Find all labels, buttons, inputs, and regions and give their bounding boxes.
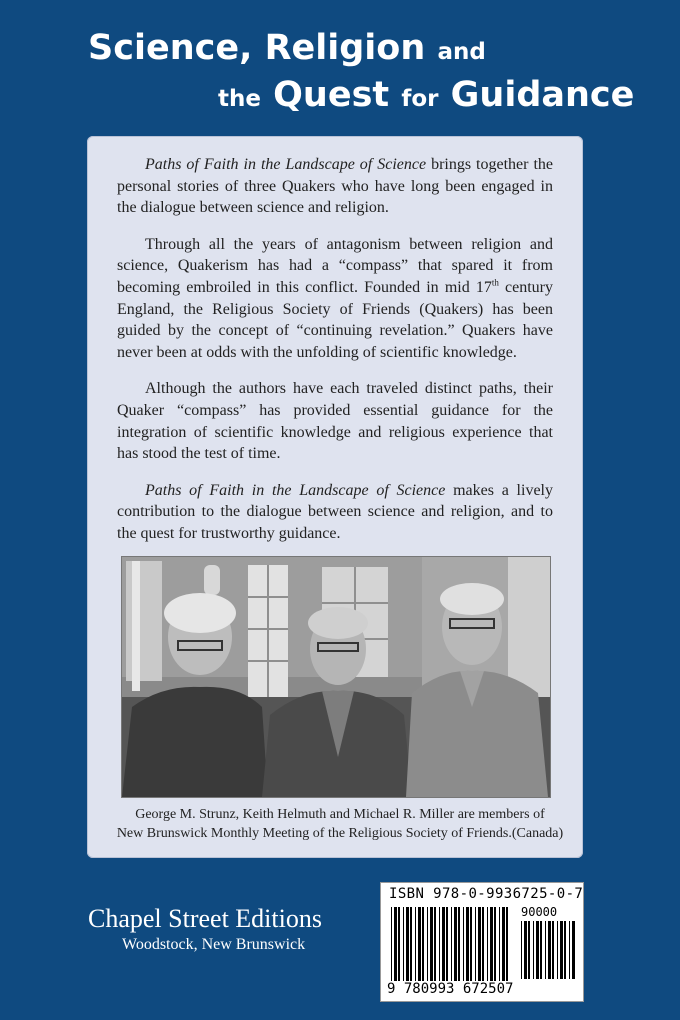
barcode-bar xyxy=(478,907,481,981)
barcode-bar xyxy=(506,907,508,981)
barcode-bar xyxy=(439,907,440,981)
barcode-bar xyxy=(394,907,397,981)
barcode-bar xyxy=(560,921,563,979)
description-text: century England, the Religious Society of Friends (Quakers) has been guided by the concept of “continuing revelation.” Quakers have never been at odds with the unfolding of scientific knowledge. xyxy=(117,278,553,361)
barcode-bar xyxy=(454,907,457,981)
barcode-bar xyxy=(398,907,400,981)
book-description xyxy=(117,154,553,560)
barcode-bar xyxy=(470,907,472,981)
barcode-bar xyxy=(490,907,493,981)
barcode-bar xyxy=(528,921,530,979)
book-title-italic: Paths of Faith in the Landscape of Science xyxy=(145,156,427,173)
barcode-bar xyxy=(475,907,476,981)
caption-line-1: George M. Strunz, Keith Helmuth and Michael R. Miller are members of xyxy=(135,807,545,822)
title-guidance: Guidance xyxy=(450,75,635,115)
description-paragraph-3 xyxy=(117,378,553,464)
barcode-bar xyxy=(406,907,409,981)
title-the: the xyxy=(218,86,261,112)
barcode-bar xyxy=(494,907,496,981)
title-for: for xyxy=(401,86,439,112)
publisher-location: Woodstock, New Brunswick xyxy=(122,936,306,953)
barcode-bar xyxy=(442,907,445,981)
barcode-bar xyxy=(499,907,500,981)
barcode-bar xyxy=(548,921,551,979)
barcode-bar xyxy=(458,907,460,981)
barcode-bar xyxy=(466,907,469,981)
barcode-bar xyxy=(463,907,464,981)
barcode-bar xyxy=(564,921,566,979)
barcode-bar xyxy=(430,907,433,981)
barcode-bars-addon xyxy=(521,921,577,979)
barcode-bar xyxy=(545,921,546,979)
barcode-bars-main xyxy=(391,907,513,981)
authors-photo-illustration xyxy=(122,557,550,797)
barcode-bar xyxy=(451,907,452,981)
barcode-bar xyxy=(403,907,404,981)
barcode-bar xyxy=(524,921,527,979)
barcode-bar xyxy=(533,921,534,979)
barcode-bar xyxy=(502,907,505,981)
description-text: brings together the personal stories of three Quakers who have long been engaged in the dialogue between science and religion. xyxy=(117,156,554,217)
description-paragraph-2 xyxy=(117,234,553,364)
barcode-bar xyxy=(434,907,436,981)
description-text: Although the authors have each traveled distinct paths, their Quaker “compass” has provided essential guidance for the integration of scientific knowledge and religious experience that has stood the test of time. xyxy=(117,380,553,463)
title-line-2 xyxy=(218,75,634,115)
barcode-ean-digits: 9 780993 672507 xyxy=(387,981,514,997)
book-title-italic: Paths of Faith in the Landscape of Science xyxy=(145,481,446,499)
title-quest: Quest xyxy=(273,75,390,115)
barcode-bar xyxy=(536,921,539,979)
barcode-bar xyxy=(569,921,570,979)
title-and: and xyxy=(437,39,486,65)
barcode-bar xyxy=(487,907,488,981)
barcode-bar xyxy=(427,907,428,981)
description-text: makes a lively contribution to the dialogue between science and religion, and to the quest for trustworthy guidance. xyxy=(117,481,553,542)
barcode-bar xyxy=(418,907,421,981)
caption-line-2: New Brunswick Monthly Meeting of the Religious Society of Friends.(Canada) xyxy=(116,825,564,841)
description-paragraph-4 xyxy=(117,480,553,545)
barcode-bar xyxy=(540,921,542,979)
description-panel xyxy=(87,136,583,858)
barcode-bar xyxy=(557,921,558,979)
isbn-barcode xyxy=(380,882,584,1002)
barcode-bar xyxy=(482,907,484,981)
title-science-religion: Science, Religion xyxy=(88,28,426,68)
barcode-bar xyxy=(410,907,412,981)
isbn-text: ISBN 978-0-9936725-0-7 xyxy=(389,886,584,902)
barcode-addon-digits: 90000 xyxy=(521,905,558,919)
description-paragraph-1 xyxy=(117,154,553,219)
title-line-1 xyxy=(88,28,486,68)
photo-caption xyxy=(115,806,565,843)
barcode-bar xyxy=(552,921,554,979)
publisher-name: Chapel Street Editions xyxy=(88,904,322,933)
authors-photo xyxy=(121,556,551,798)
barcode-bar xyxy=(415,907,416,981)
barcode-bar xyxy=(422,907,424,981)
description-text: Through all the years of antagonism between religion and science, Quakerism has had a “compass” that spared it from becoming embroiled in this conflict. Founded in mid 17 xyxy=(117,235,553,296)
barcode-bar xyxy=(572,921,575,979)
barcode-bar xyxy=(391,907,392,981)
barcode-bar xyxy=(446,907,448,981)
barcode-bar xyxy=(521,921,522,979)
superscript: th xyxy=(491,277,499,288)
publisher-block xyxy=(88,904,322,954)
